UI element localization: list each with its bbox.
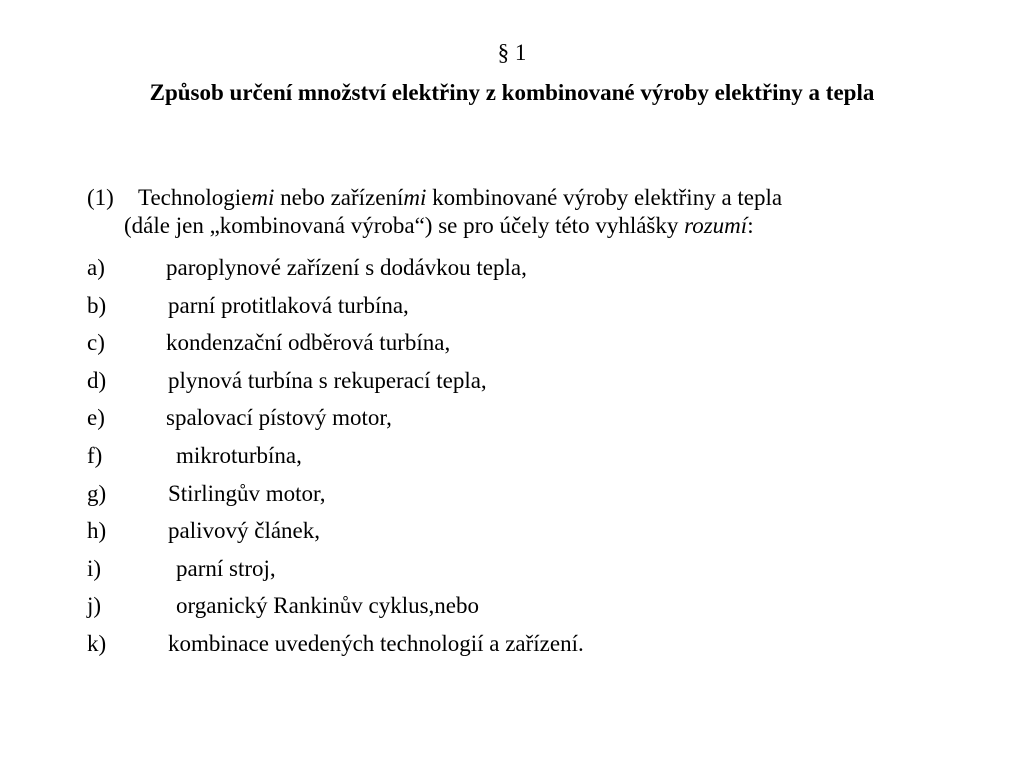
technology-list: [87, 251, 584, 665]
list-marker: k): [87, 630, 107, 656]
list-marker: d): [87, 367, 107, 393]
list-item-text: paroplynové zařízení s dodávkou tepla,: [166, 255, 527, 280]
list-item: [87, 289, 584, 327]
section-mark: § 1: [497, 40, 527, 65]
list-item: [87, 514, 584, 552]
list-marker: h): [87, 518, 107, 544]
list-item: [87, 439, 584, 477]
intro-text-part1: Technologie: [138, 185, 252, 210]
list-item-text: parní protitlaková turbína,: [168, 292, 409, 318]
list-item: [87, 251, 584, 289]
list-marker: c): [87, 330, 105, 356]
list-item-text: spalovací pístový motor,: [166, 405, 392, 431]
list-item-text: plynová turbína s rekuperací tepla,: [168, 367, 487, 393]
intro-paragraph: [87, 184, 947, 240]
list-item-text: parní stroj,: [176, 555, 276, 581]
intro-text-part3: kombinované výroby elektřiny a tepla: [426, 185, 783, 210]
list-item-text: kondenzační odběrová turbína,: [166, 330, 451, 356]
intro-italic-2: mi: [403, 185, 427, 210]
list-item: [87, 477, 584, 515]
list-item: [87, 552, 584, 590]
list-marker: f): [87, 442, 103, 468]
list-marker: a): [87, 255, 105, 280]
list-marker: g): [87, 480, 107, 506]
list-item: [87, 364, 584, 402]
intro-italic-1: mi: [251, 185, 275, 210]
list-item-text: kombinace uvedených technologií a zařízení.: [168, 630, 584, 656]
list-item: [87, 589, 584, 627]
intro-line-2: [87, 212, 947, 240]
list-item-text: palivový článek,: [168, 518, 321, 544]
list-item: [87, 401, 584, 439]
list-marker: j): [87, 593, 102, 619]
page-title: Způsob určení množství elektřiny z kombinované výroby elektřiny a tepla: [149, 80, 875, 105]
list-marker: i): [87, 555, 102, 581]
list-item: [87, 326, 584, 364]
list-marker: e): [87, 405, 105, 431]
list-marker: b): [87, 292, 107, 318]
intro-italic-rozumi: rozumí: [684, 213, 748, 238]
list-item-text: organický Rankinův cyklus,nebo: [176, 593, 479, 619]
list-item-text: Stirlingův motor,: [168, 480, 326, 506]
intro-text-part2: nebo zařízení: [274, 185, 404, 210]
list-item: [87, 627, 584, 665]
list-item-text: mikroturbína,: [176, 442, 302, 468]
paragraph-number: (1): [87, 185, 114, 210]
intro-line2-end: :: [747, 213, 754, 238]
intro-line2-start: (dále jen „kombinovaná výroba“) se pro účely této vyhlášky: [124, 213, 685, 238]
